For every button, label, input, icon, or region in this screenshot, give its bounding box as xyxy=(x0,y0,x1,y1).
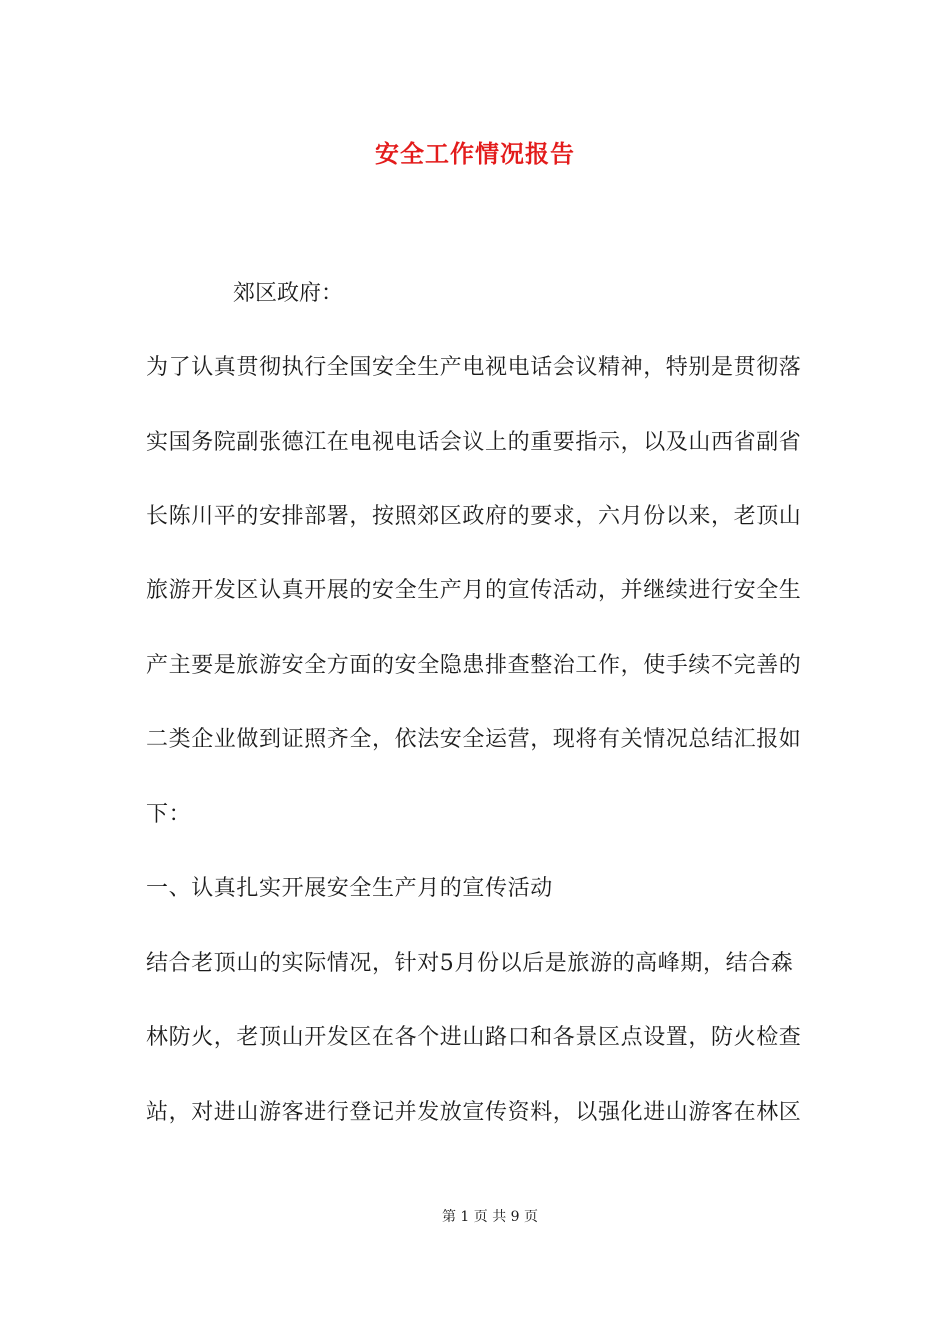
body-line: 产主要是旅游安全方面的安全隐患排查整治工作，使手续不完善的 xyxy=(146,653,802,678)
body-line: 结合老顶山的实际情况，针对5月份以后是旅游的高峰期，结合森 xyxy=(146,951,794,976)
page-number: 第 1 页 共 9 页 xyxy=(441,1209,539,1225)
document-title: 安全工作情况报告 xyxy=(375,139,575,168)
body-line: 旅游开发区认真开展的安全生产月的宣传活动，并继续进行安全生 xyxy=(146,578,802,603)
body-line: 实国务院副张德江在电视电话会议上的重要指示，以及山西省副省 xyxy=(146,430,802,455)
body-line: 站，对进山游客进行登记并发放宣传资料，以强化进山游客在林区 xyxy=(146,1100,802,1125)
body-line: 二类企业做到证照齐全，依法安全运营，现将有关情况总结汇报如 xyxy=(146,727,802,752)
body-line: 林防火，老顶山开发区在各个进山路口和各景区点设置，防火检查 xyxy=(146,1025,802,1050)
body-line: 下： xyxy=(146,802,192,827)
body-line: 长陈川平的安排部署，按照郊区政府的要求，六月份以来，老顶山 xyxy=(146,504,802,529)
body-line: 为了认真贯彻执行全国安全生产电视电话会议精神，特别是贯彻落 xyxy=(146,355,802,380)
section-heading: 一、认真扎实开展安全生产月的宣传活动 xyxy=(146,876,553,901)
salutation: 郊区政府： xyxy=(233,281,344,306)
